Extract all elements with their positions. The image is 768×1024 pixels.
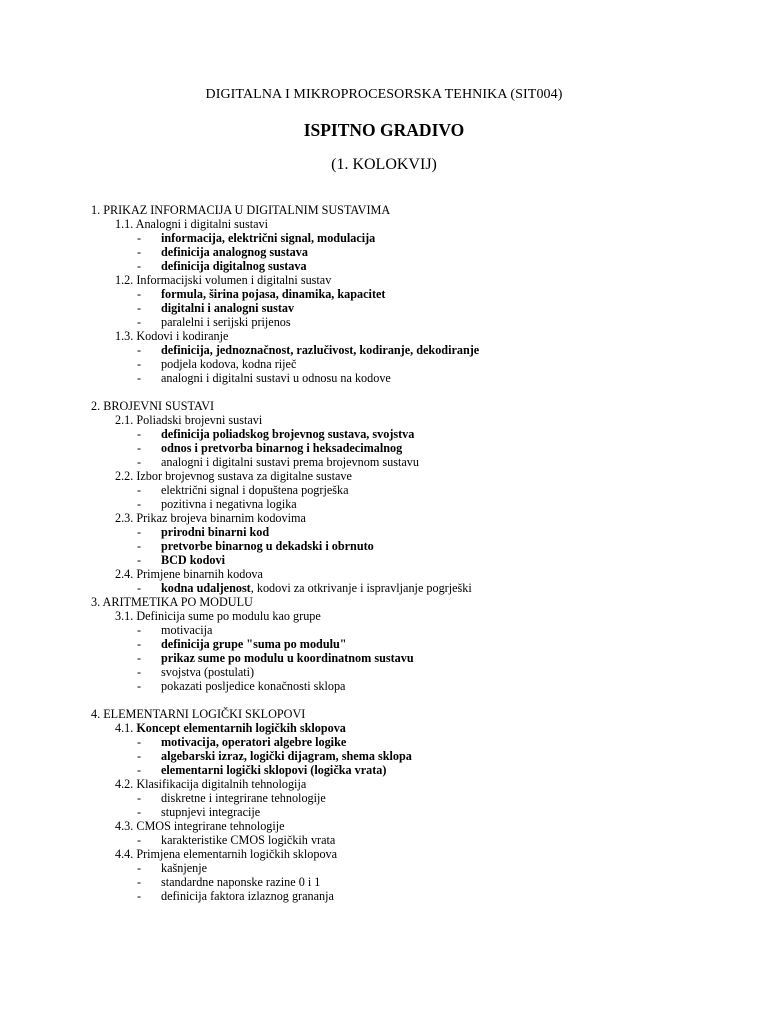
bullet-text [161, 637, 347, 651]
item-text: motivacija, operatori algebre logike [161, 735, 347, 749]
item-text: definicija faktora izlaznog grananja [161, 889, 334, 903]
bullet-dash: - [137, 889, 142, 903]
subsection-heading [115, 511, 306, 525]
course-title: DIGITALNA I MIKROPROCESORSKA TEHNIKA (SIT004) [205, 87, 563, 102]
bullet-dash: - [137, 623, 142, 637]
item-text: karakteristike CMOS logičkih vrata [161, 833, 336, 847]
item-text: algebarski izraz, logički dijagram, shema sklopa [161, 749, 412, 763]
item-text: kašnjenje [161, 861, 208, 875]
item-text: prirodni binarni kod [161, 525, 270, 539]
item-text: diskretne i integrirane tehnologije [161, 791, 326, 805]
text-segment: 4.1. [115, 721, 137, 735]
item-text: 2.4. Primjene binarnih kodova [115, 567, 263, 581]
bullet-text [161, 301, 294, 315]
item-text: 2. BROJEVNI SUSTAVI [91, 399, 215, 413]
bullet-text [161, 861, 207, 875]
item-text: 4. ELEMENTARNI LOGIČKI SKLOPOVI [91, 707, 306, 721]
item-text: odnos i pretvorba binarnog i heksadecimalnog [161, 441, 403, 455]
subsection-heading [115, 217, 268, 231]
bullet-text [161, 343, 479, 357]
bullet-text [161, 231, 375, 245]
text-segment: kodna udaljenost [161, 581, 251, 595]
bullet-dash: - [137, 245, 142, 259]
bullet-text [161, 525, 269, 539]
item-text: 1. PRIKAZ INFORMACIJA U DIGITALNIM SUSTAVIMA [91, 203, 391, 217]
item-text: digitalni i analogni sustav [161, 301, 295, 315]
section-heading [91, 203, 390, 217]
bullet-text [161, 889, 334, 903]
bullet-text [161, 483, 349, 497]
subsection-heading [115, 329, 228, 343]
bullet-dash: - [137, 861, 142, 875]
bullet-text [161, 539, 374, 553]
item-text: definicija poliadskog brojevnog sustava, svojstva [161, 427, 415, 441]
item-text: formula, širina pojasa, dinamika, kapacitet [161, 287, 386, 301]
item-text: 2.2. Izbor brojevnog sustava za digitalne sustave [115, 469, 352, 483]
item-text: 3.1. Definicija sume po modulu kao grupe [115, 609, 321, 623]
bullet-text [161, 651, 414, 665]
bullet-text [161, 581, 472, 595]
bullet-dash: - [137, 231, 142, 245]
text-segment: , kodovi za otkrivanje i ispravljanje pogrješki [250, 581, 472, 595]
subsection-heading [115, 567, 263, 581]
item-text: definicija, jednoznačnost, razlučivost, kodiranje, dekodiranje [161, 343, 480, 357]
bullet-dash: - [137, 301, 142, 315]
bullet-dash: - [137, 315, 142, 329]
bullet-text [161, 749, 412, 763]
bullet-dash: - [137, 581, 142, 595]
item-text: pozitivna i negativna logika [161, 497, 297, 511]
bullet-text [161, 875, 320, 889]
subsection-heading [115, 469, 352, 483]
bullet-dash: - [137, 665, 142, 679]
bullet-text [161, 763, 386, 777]
bullet-dash: - [137, 371, 142, 385]
bullet-dash: - [137, 525, 142, 539]
bullet-dash: - [137, 791, 142, 805]
bullet-dash: - [137, 637, 142, 651]
bullet-text [161, 497, 297, 511]
subsection-heading [115, 777, 306, 791]
item-text: definicija grupe "suma po modulu" [161, 637, 347, 651]
bullet-text [161, 735, 346, 749]
bullet-dash: - [137, 763, 142, 777]
item-text: 1.2. Informacijski volumen i digitalni sustav [115, 273, 332, 287]
subsection-heading [115, 819, 285, 833]
item-text: podjela kodova, kodna riječ [161, 357, 297, 371]
subsection-heading [115, 273, 331, 287]
item-text: BCD kodovi [161, 553, 226, 567]
subsection-heading [115, 609, 321, 623]
document-title: ISPITNO GRADIVO [303, 120, 465, 140]
bullet-text [161, 665, 254, 679]
section-heading [91, 399, 214, 413]
bullet-dash: - [137, 679, 142, 693]
item-text: definicija digitalnog sustava [161, 259, 307, 273]
item-text: 2.1. Poliadski brojevni sustavi [115, 413, 263, 427]
bullet-text [161, 833, 335, 847]
item-text: standardne naponske razine 0 i 1 [161, 875, 321, 889]
item-text: 3. ARITMETIKA PO MODULU [91, 595, 253, 609]
section-heading [91, 595, 253, 609]
bullet-dash: - [137, 483, 142, 497]
item-text: 2.3. Prikaz brojeva binarnim kodovima [115, 511, 306, 525]
item-text: pokazati posljedice konačnosti sklopa [161, 679, 346, 693]
subsection-heading [115, 413, 262, 427]
bullet-text [161, 245, 308, 259]
bullet-dash: - [137, 357, 142, 371]
bullet-text [161, 553, 225, 567]
bullet-dash: - [137, 497, 142, 511]
bullet-text [161, 371, 391, 385]
item-text: pretvorbe binarnog u dekadski i obrnuto [161, 539, 374, 553]
bullet-dash: - [137, 553, 142, 567]
bullet-text [161, 623, 212, 637]
bullet-dash: - [137, 749, 142, 763]
bullet-text [161, 441, 402, 455]
text-segment: Koncept elementarnih logičkih sklopova [136, 721, 346, 735]
bullet-dash: - [137, 441, 142, 455]
bullet-text [161, 315, 291, 329]
item-text: paralelni i serijski prijenos [161, 315, 291, 329]
bullet-dash: - [137, 805, 142, 819]
item-text: prikaz sume po modulu u koordinatnom sustavu [161, 651, 414, 665]
bullet-dash: - [137, 259, 142, 273]
bullet-dash: - [137, 833, 142, 847]
subsection-heading [115, 721, 346, 735]
bullet-text [161, 357, 296, 371]
item-text: 1.3. Kodovi i kodiranje [115, 329, 229, 343]
bullet-dash: - [137, 651, 142, 665]
item-text: analogni i digitalni sustavi u odnosu na kodove [161, 371, 391, 385]
item-text: analogni i digitalni sustavi prema brojevnom sustavu [161, 455, 419, 469]
bullet-dash: - [137, 427, 142, 441]
item-text: informacija, električni signal, modulacija [161, 231, 376, 245]
bullet-dash: - [137, 343, 142, 357]
bullet-dash: - [137, 875, 142, 889]
bullet-text [161, 791, 326, 805]
bullet-dash: - [137, 287, 142, 301]
item-text: 4.4. Primjena elementarnih logičkih sklopova [115, 847, 338, 861]
item-text: definicija analognog sustava [161, 245, 308, 259]
item-text: svojstva (postulati) [161, 665, 255, 679]
bullet-text [161, 679, 345, 693]
item-text: elementarni logički sklopovi (logička vrata) [161, 763, 387, 777]
subsection-heading [115, 847, 337, 861]
item-text: 4.3. CMOS integrirane tehnologije [115, 819, 285, 833]
bullet-text [161, 455, 419, 469]
item-text: stupnjevi integracije [161, 805, 261, 819]
bullet-text [161, 805, 260, 819]
document-subtitle: (1. KOLOKVIJ) [331, 156, 437, 173]
bullet-text [161, 259, 307, 273]
section-heading [91, 707, 305, 721]
bullet-dash: - [137, 455, 142, 469]
bullet-text [161, 427, 414, 441]
item-text: električni signal i dopuštena pogrješka [161, 483, 349, 497]
item-text: 1.1. Analogni i digitalni sustavi [115, 217, 269, 231]
bullet-dash: - [137, 539, 142, 553]
item-text: motivacija [161, 623, 213, 637]
bullet-text [161, 287, 385, 301]
bullet-dash: - [137, 735, 142, 749]
item-text: 4.2. Klasifikacija digitalnih tehnologija [115, 777, 307, 791]
